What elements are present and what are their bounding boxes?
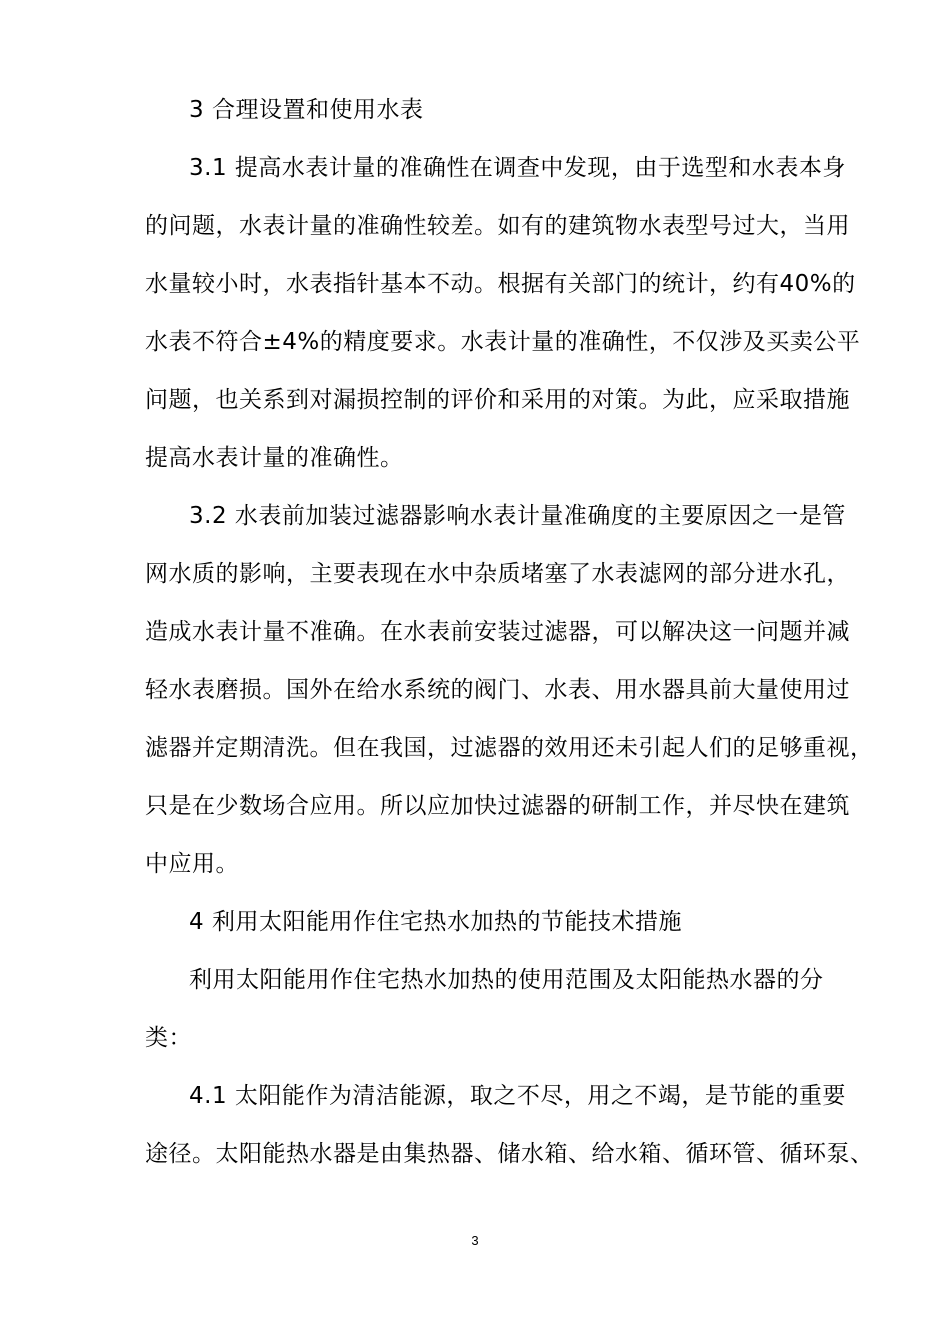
paragraph-line: 利用太阳能用作住宅热水加热的使用范围及太阳能热水器的分 <box>189 967 824 993</box>
paragraph-line: 提高水表计量的准确性。 <box>145 445 404 471</box>
paragraph-line: 4.1 太阳能作为清洁能源，取之不尽，用之不竭，是节能的重要 <box>189 1083 846 1109</box>
heading-section-4: 4 利用太阳能用作住宅热水加热的节能技术措施 <box>189 909 682 935</box>
page-number: 3 <box>471 1233 479 1248</box>
paragraph-line: 水表不符合±4%的精度要求。水表计量的准确性，不仅涉及买卖公平 <box>145 329 861 355</box>
paragraph-line: 的问题，水表计量的准确性较差。如有的建筑物水表型号过大，当用 <box>145 213 850 239</box>
paragraph-line: 轻水表磨损。国外在给水系统的阀门、水表、用水器具前大量使用过 <box>145 677 850 703</box>
paragraph-line: 只是在少数场合应用。所以应加快过滤器的研制工作，并尽快在建筑 <box>145 793 850 819</box>
paragraph-line: 中应用。 <box>145 851 239 877</box>
paragraph-line: 网水质的影响，主要表现在水中杂质堵塞了水表滤网的部分进水孔， <box>145 561 850 587</box>
paragraph-line: 途径。太阳能热水器是由集热器、储水箱、给水箱、循环管、循环泵、 <box>145 1141 874 1167</box>
paragraph-line: 3.2 水表前加装过滤器影响水表计量准确度的主要原因之一是管 <box>189 503 846 529</box>
paragraph-line: 3.1 提高水表计量的准确性在调查中发现，由于选型和水表本身 <box>189 155 846 181</box>
paragraph-line: 滤器并定期清洗。但在我国，过滤器的效用还未引起人们的足够重视， <box>145 735 874 761</box>
paragraph-line: 水量较小时，水表指针基本不动。根据有关部门的统计，约有40%的 <box>145 271 856 297</box>
paragraph-line: 问题，也关系到对漏损控制的评价和采用的对策。为此，应采取措施 <box>145 387 850 413</box>
paragraph-line: 造成水表计量不准确。在水表前安装过滤器，可以解决这一问题并减 <box>145 619 850 645</box>
paragraph-line: 类： <box>145 1025 192 1051</box>
heading-section-3: 3 合理设置和使用水表 <box>189 97 424 123</box>
